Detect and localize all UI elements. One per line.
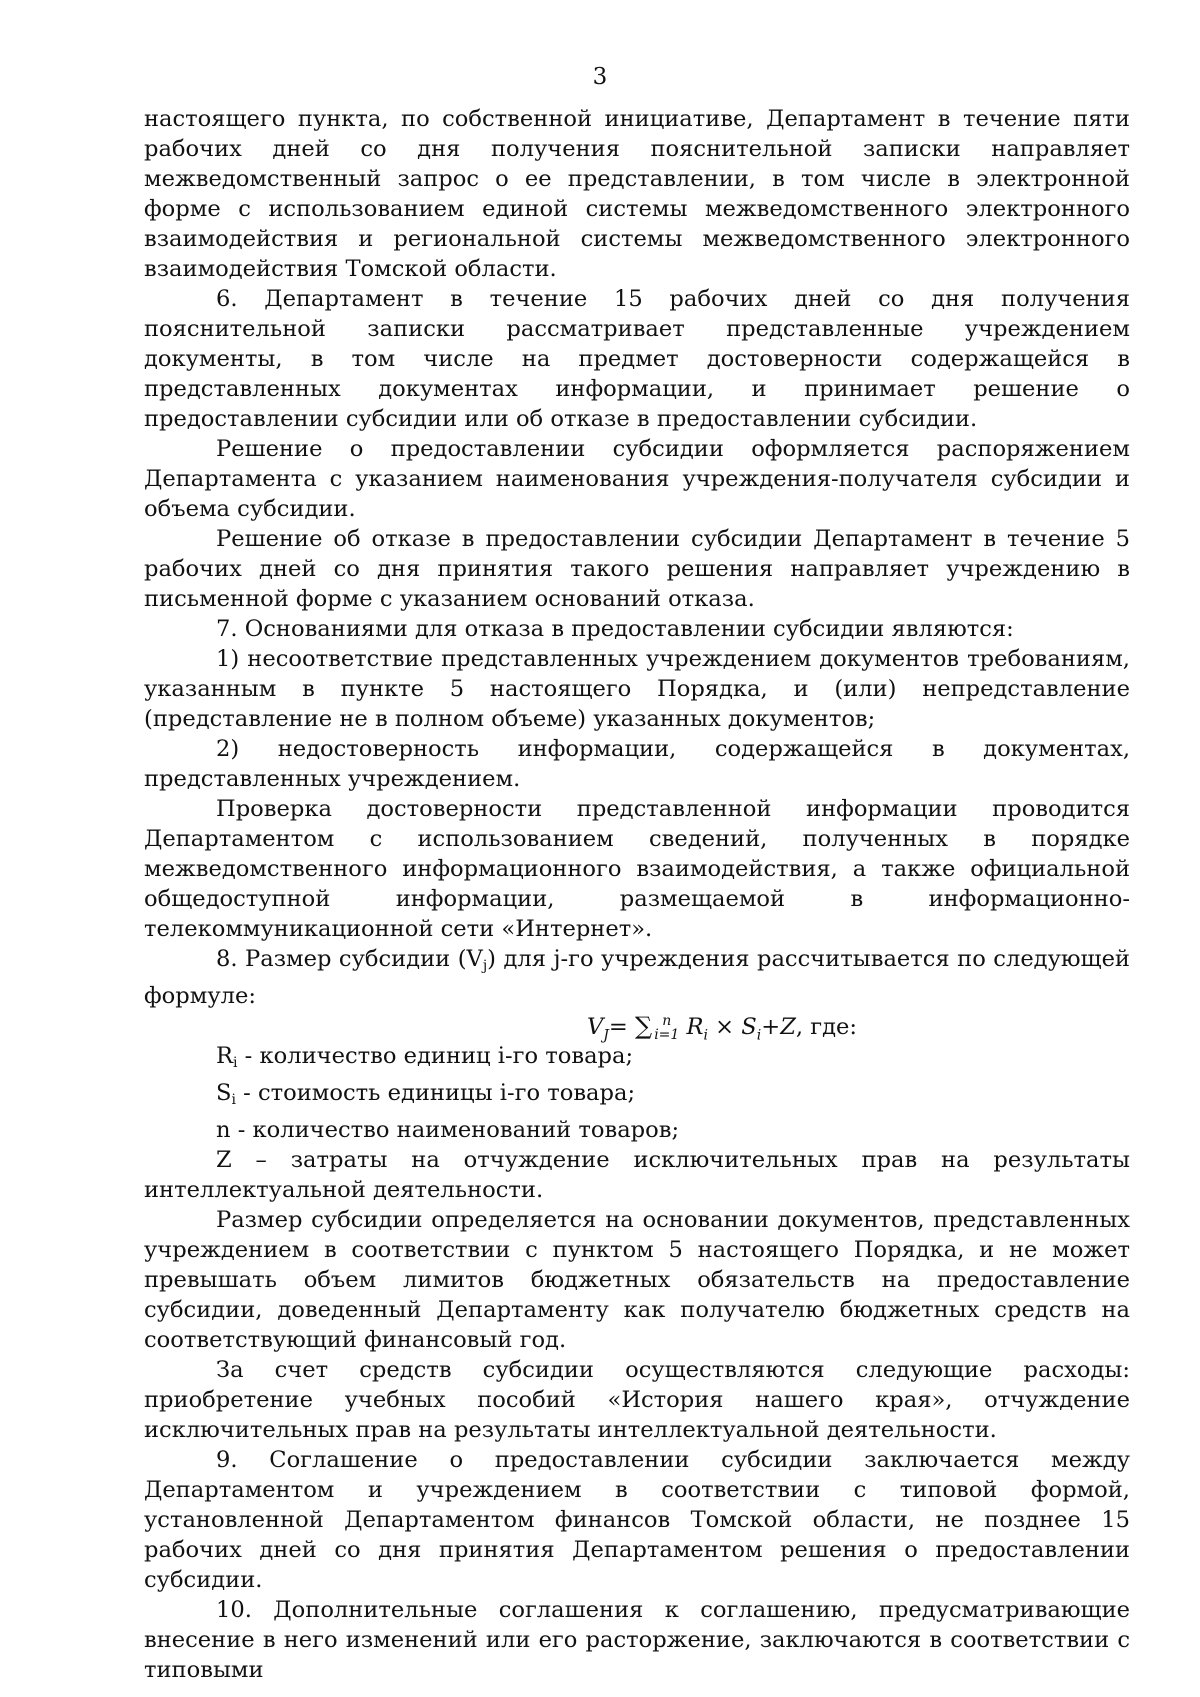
definition-r-symbol: R — [216, 1043, 234, 1069]
document-body — [144, 104, 1130, 1685]
formula-r-subscript: i — [703, 1027, 708, 1044]
formula-plus: + — [761, 1014, 781, 1040]
paragraph-verification: Проверка достоверности представленной информации проводится Департаментом с использованием сведений, полученных в порядке межведомственного информационного взаимодействия, а также официальной общедоступной информации, размещаемой в информационно-телекоммуникационной сети «Интернет». — [144, 796, 1130, 942]
paragraph-item-8-start: 8. Размер субсидии (V — [216, 946, 483, 972]
subsidy-formula — [144, 1011, 1130, 1044]
formula-r: R — [686, 1014, 704, 1040]
formula-lhs: V — [586, 1014, 604, 1040]
definition-r-text: - количество единиц i-го товара; — [237, 1043, 634, 1069]
formula-lower-limit: i=1 — [654, 1027, 680, 1043]
formula-sigma: ∑ — [635, 1012, 653, 1040]
paragraph-item-6: 6. Департамент в течение 15 рабочих дней со дня получения пояснительной записки рассматривает представленные учреждением документы, в том числе на предмет достоверности содержащейся в представленных документах информации, и принимает решение о предоставлении субсидии или об отказе в предоставлении субсидии. — [144, 286, 1130, 432]
definition-n: n - количество наименований товаров; — [216, 1117, 680, 1143]
paragraph-item-8 — [144, 944, 1130, 1011]
paragraph-decision-grant: Решение о предоставлении субсидии оформляется распоряжением Департамента с указанием наименования учреждения-получателя субсидии и объема субсидии. — [144, 436, 1130, 522]
paragraph-item-9: 9. Соглашение о предоставлении субсидии заключается между Департаментом и учреждением в соответствии с типовой формой, установленной Департаментом финансов Томской области, не позднее 15 рабочих дней со дня принятия Департаментом решения о предоставлении субсидии. — [144, 1447, 1130, 1593]
paragraph-item-7-2: 2) недостоверность информации, содержащейся в документах, представленных учреждением. — [144, 736, 1130, 792]
page-number: 3 — [592, 64, 608, 90]
formula-tail: , где: — [795, 1014, 858, 1040]
formula-times: × — [708, 1014, 742, 1040]
formula-s-subscript: i — [756, 1027, 762, 1044]
formula-z: Z — [780, 1014, 796, 1040]
paragraph-item-8-end: ) для j-го учреждения рассчитывается по следующей формуле: — [144, 946, 1130, 1009]
definition-r-subscript: i — [233, 1055, 238, 1071]
definition-z: Z – затраты на отчуждение исключительных прав на результаты интеллектуальной деятельности. — [144, 1147, 1130, 1203]
formula-equals: = — [608, 1014, 636, 1040]
paragraph-subsidy-size: Размер субсидии определяется на основании документов, представленных учреждением в соответствии с пунктом 5 настоящего Порядка, и не может превышать объем лимитов бюджетных обязательств на предоставление субсидии, доведенный Департаменту как получателю бюджетных средств на соответствующий финансовый год. — [144, 1207, 1130, 1353]
paragraph-item-7-1: 1) несоответствие представленных учреждением документов требованиям, указанным в пункте 5 настоящего Порядка, и (или) непредставление (представление не в полном объеме) указанных документов; — [144, 646, 1130, 732]
subscript-j: j — [482, 958, 488, 974]
formula-limits — [654, 1014, 679, 1042]
definition-s-subscript: i — [231, 1092, 236, 1108]
definition-s-text: - стоимость единицы i-го товара; — [235, 1080, 636, 1106]
paragraph-item-7: 7. Основаниями для отказа в предоставлении субсидии являются: — [216, 616, 1014, 642]
paragraph-continuation: настоящего пункта, по собственной инициативе, Департамент в течение пяти рабочих дней со дня получения пояснительной записки направляет межведомственный запрос о ее представлении, в том числе в электронной форме с использованием единой системы межведомственного электронного взаимодействия и региональной системы межведомственного электронного взаимодействия Томской области. — [144, 106, 1130, 282]
formula-upper-limit: n — [662, 1013, 672, 1029]
definition-s-symbol: S — [216, 1080, 232, 1106]
formula-s: S — [741, 1014, 757, 1040]
formula-lhs-subscript: J — [603, 1027, 609, 1044]
definition-r — [144, 1041, 1130, 1078]
definition-s — [144, 1078, 1130, 1115]
paragraph-decision-refusal: Решение об отказе в предоставлении субсидии Департамент в течение 5 рабочих дней со дня принятия такого решения направляет учреждению в письменной форме с указанием оснований отказа. — [144, 526, 1130, 612]
paragraph-expenses: За счет средств субсидии осуществляются следующие расходы: приобретение учебных пособий «История нашего края», отчуждение исключительных прав на результаты интеллектуальной деятельности. — [144, 1357, 1130, 1443]
paragraph-item-10: 10. Дополнительные соглашения к соглашению, предусматривающие внесение в него изменений или его расторжение, заключаются в соответствии с типовыми — [144, 1597, 1130, 1683]
